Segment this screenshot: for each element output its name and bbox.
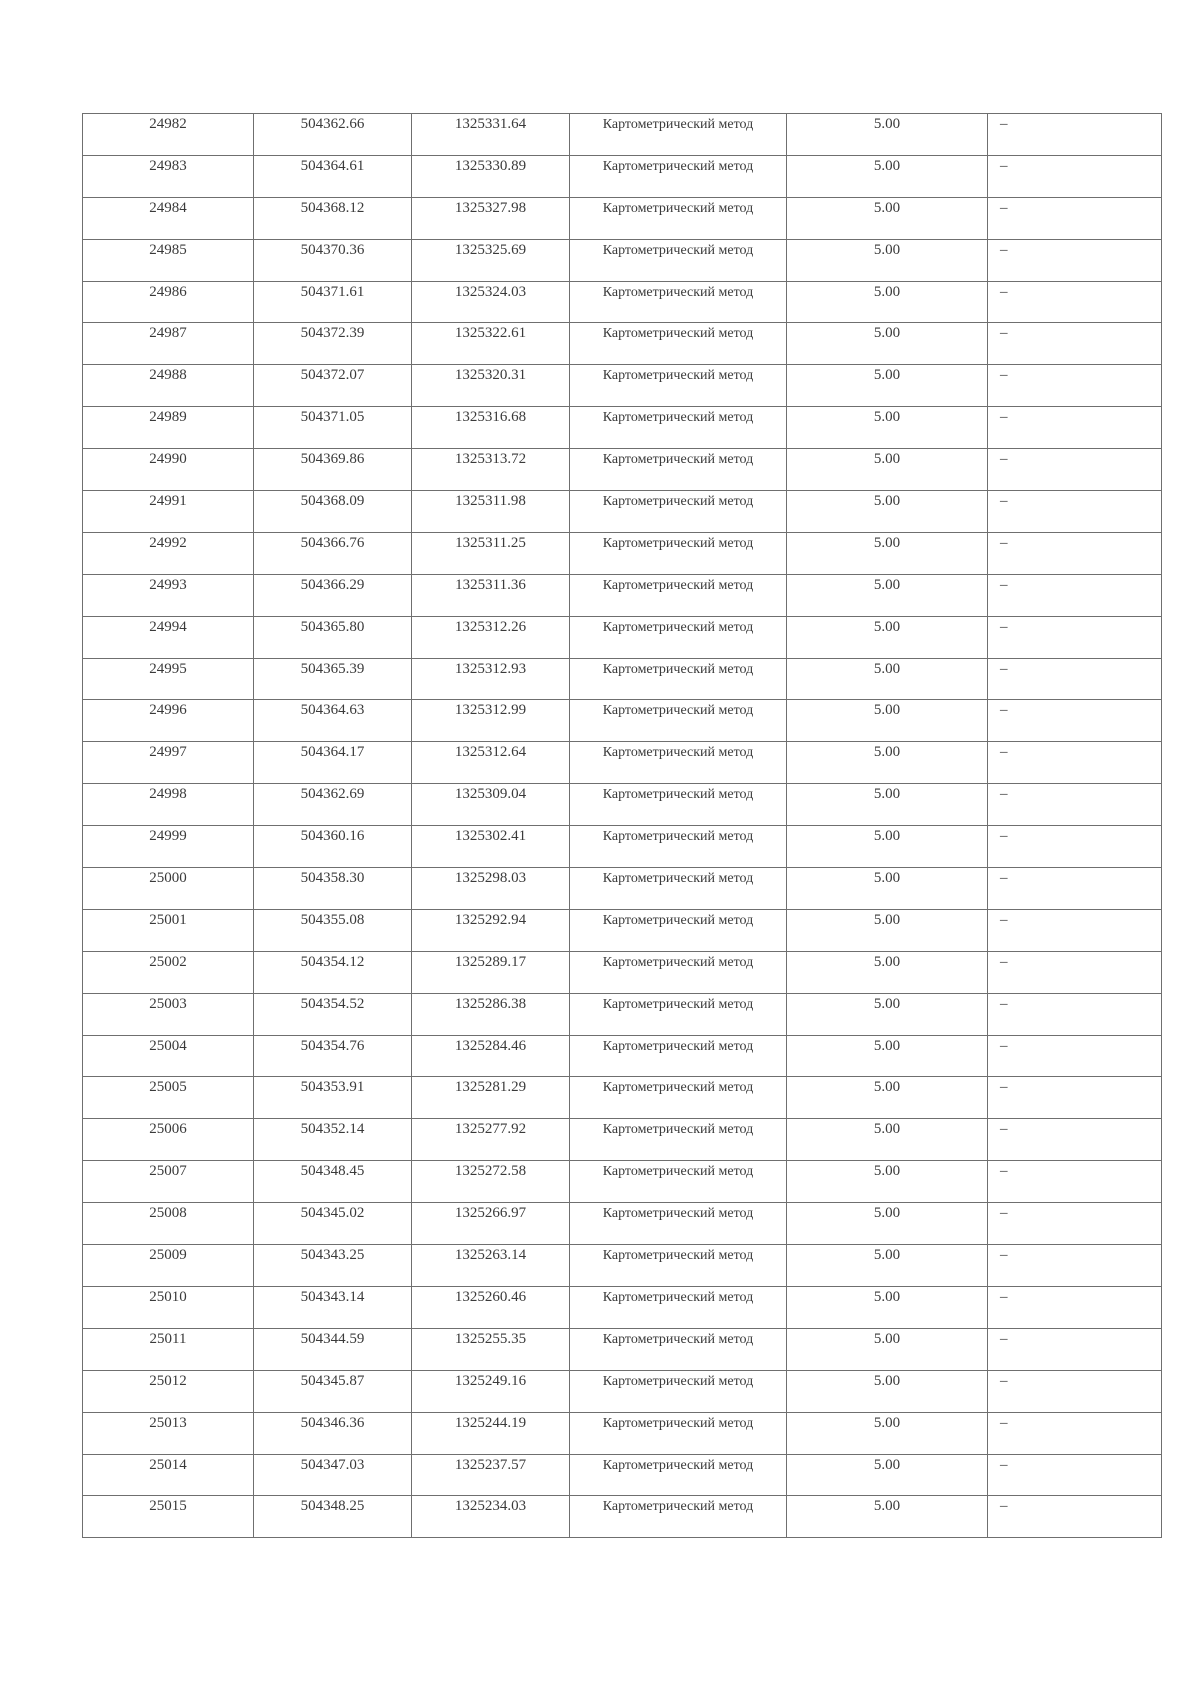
precision-cell: 5.00 bbox=[787, 491, 988, 533]
y-coordinate-cell: 1325330.89 bbox=[412, 155, 570, 197]
precision-cell: 5.00 bbox=[787, 239, 988, 281]
y-coordinate-cell: 1325234.03 bbox=[412, 1496, 570, 1538]
method-cell: Картометрический метод bbox=[570, 574, 787, 616]
method-cell: Картометрический метод bbox=[570, 826, 787, 868]
x-coordinate-cell: 504352.14 bbox=[254, 1119, 412, 1161]
y-coordinate-cell: 1325286.38 bbox=[412, 993, 570, 1035]
table-row bbox=[83, 1328, 1162, 1370]
table-row bbox=[83, 658, 1162, 700]
point-number-cell: 24983 bbox=[83, 155, 254, 197]
y-coordinate-cell: 1325277.92 bbox=[412, 1119, 570, 1161]
y-coordinate-cell: 1325309.04 bbox=[412, 784, 570, 826]
y-coordinate-cell: 1325312.99 bbox=[412, 700, 570, 742]
method-cell: Картометрический метод bbox=[570, 784, 787, 826]
x-coordinate-cell: 504371.61 bbox=[254, 281, 412, 323]
precision-cell: 5.00 bbox=[787, 365, 988, 407]
point-number-cell: 24986 bbox=[83, 281, 254, 323]
x-coordinate-cell: 504360.16 bbox=[254, 826, 412, 868]
y-coordinate-cell: 1325292.94 bbox=[412, 909, 570, 951]
y-coordinate-cell: 1325284.46 bbox=[412, 1035, 570, 1077]
precision-cell: 5.00 bbox=[787, 1496, 988, 1538]
point-number-cell: 25005 bbox=[83, 1077, 254, 1119]
x-coordinate-cell: 504345.87 bbox=[254, 1370, 412, 1412]
method-cell: Картометрический метод bbox=[570, 1412, 787, 1454]
note-cell: – bbox=[988, 700, 1162, 742]
point-number-cell: 24984 bbox=[83, 197, 254, 239]
table-row bbox=[83, 1286, 1162, 1328]
point-number-cell: 25004 bbox=[83, 1035, 254, 1077]
point-number-cell: 24992 bbox=[83, 532, 254, 574]
note-cell: – bbox=[988, 826, 1162, 868]
method-cell: Картометрический метод bbox=[570, 281, 787, 323]
method-cell: Картометрический метод bbox=[570, 1370, 787, 1412]
x-coordinate-cell: 504345.02 bbox=[254, 1203, 412, 1245]
x-coordinate-cell: 504366.76 bbox=[254, 532, 412, 574]
point-number-cell: 25012 bbox=[83, 1370, 254, 1412]
note-cell: – bbox=[988, 742, 1162, 784]
point-number-cell: 24993 bbox=[83, 574, 254, 616]
note-cell: – bbox=[988, 574, 1162, 616]
y-coordinate-cell: 1325311.36 bbox=[412, 574, 570, 616]
x-coordinate-cell: 504371.05 bbox=[254, 407, 412, 449]
method-cell: Картометрический метод bbox=[570, 909, 787, 951]
table-row bbox=[83, 532, 1162, 574]
table-row bbox=[83, 281, 1162, 323]
note-cell: – bbox=[988, 1161, 1162, 1203]
point-number-cell: 24994 bbox=[83, 616, 254, 658]
precision-cell: 5.00 bbox=[787, 868, 988, 910]
x-coordinate-cell: 504365.39 bbox=[254, 658, 412, 700]
note-cell: – bbox=[988, 868, 1162, 910]
point-number-cell: 25014 bbox=[83, 1454, 254, 1496]
x-coordinate-cell: 504354.52 bbox=[254, 993, 412, 1035]
method-cell: Картометрический метод bbox=[570, 1454, 787, 1496]
y-coordinate-cell: 1325320.31 bbox=[412, 365, 570, 407]
method-cell: Картометрический метод bbox=[570, 993, 787, 1035]
table-row bbox=[83, 993, 1162, 1035]
x-coordinate-cell: 504358.30 bbox=[254, 868, 412, 910]
point-number-cell: 25003 bbox=[83, 993, 254, 1035]
method-cell: Картометрический метод bbox=[570, 700, 787, 742]
precision-cell: 5.00 bbox=[787, 323, 988, 365]
y-coordinate-cell: 1325298.03 bbox=[412, 868, 570, 910]
x-coordinate-cell: 504372.39 bbox=[254, 323, 412, 365]
point-number-cell: 24989 bbox=[83, 407, 254, 449]
method-cell: Картометрический метод bbox=[570, 1203, 787, 1245]
y-coordinate-cell: 1325312.93 bbox=[412, 658, 570, 700]
note-cell: – bbox=[988, 239, 1162, 281]
note-cell: – bbox=[988, 1286, 1162, 1328]
coordinates-table-body bbox=[83, 114, 1162, 1538]
table-row bbox=[83, 700, 1162, 742]
table-row bbox=[83, 407, 1162, 449]
table-row bbox=[83, 1161, 1162, 1203]
note-cell: – bbox=[988, 1412, 1162, 1454]
table-row bbox=[83, 1203, 1162, 1245]
method-cell: Картометрический метод bbox=[570, 365, 787, 407]
y-coordinate-cell: 1325260.46 bbox=[412, 1286, 570, 1328]
note-cell: – bbox=[988, 1454, 1162, 1496]
precision-cell: 5.00 bbox=[787, 826, 988, 868]
x-coordinate-cell: 504372.07 bbox=[254, 365, 412, 407]
x-coordinate-cell: 504368.09 bbox=[254, 491, 412, 533]
note-cell: – bbox=[988, 281, 1162, 323]
y-coordinate-cell: 1325327.98 bbox=[412, 197, 570, 239]
x-coordinate-cell: 504353.91 bbox=[254, 1077, 412, 1119]
method-cell: Картометрический метод bbox=[570, 1286, 787, 1328]
point-number-cell: 24996 bbox=[83, 700, 254, 742]
table-row bbox=[83, 951, 1162, 993]
point-number-cell: 24987 bbox=[83, 323, 254, 365]
x-coordinate-cell: 504364.63 bbox=[254, 700, 412, 742]
y-coordinate-cell: 1325316.68 bbox=[412, 407, 570, 449]
point-number-cell: 24999 bbox=[83, 826, 254, 868]
precision-cell: 5.00 bbox=[787, 449, 988, 491]
method-cell: Картометрический метод bbox=[570, 323, 787, 365]
precision-cell: 5.00 bbox=[787, 993, 988, 1035]
precision-cell: 5.00 bbox=[787, 1161, 988, 1203]
point-number-cell: 25010 bbox=[83, 1286, 254, 1328]
table-row bbox=[83, 1119, 1162, 1161]
table-row bbox=[83, 365, 1162, 407]
precision-cell: 5.00 bbox=[787, 1370, 988, 1412]
note-cell: – bbox=[988, 449, 1162, 491]
note-cell: – bbox=[988, 1496, 1162, 1538]
table-row bbox=[83, 197, 1162, 239]
point-number-cell: 24990 bbox=[83, 449, 254, 491]
y-coordinate-cell: 1325324.03 bbox=[412, 281, 570, 323]
point-number-cell: 24982 bbox=[83, 114, 254, 156]
y-coordinate-cell: 1325266.97 bbox=[412, 1203, 570, 1245]
table-row bbox=[83, 1035, 1162, 1077]
x-coordinate-cell: 504366.29 bbox=[254, 574, 412, 616]
y-coordinate-cell: 1325281.29 bbox=[412, 1077, 570, 1119]
precision-cell: 5.00 bbox=[787, 155, 988, 197]
point-number-cell: 24998 bbox=[83, 784, 254, 826]
precision-cell: 5.00 bbox=[787, 742, 988, 784]
point-number-cell: 25007 bbox=[83, 1161, 254, 1203]
precision-cell: 5.00 bbox=[787, 114, 988, 156]
note-cell: – bbox=[988, 491, 1162, 533]
precision-cell: 5.00 bbox=[787, 1077, 988, 1119]
x-coordinate-cell: 504370.36 bbox=[254, 239, 412, 281]
method-cell: Картометрический метод bbox=[570, 1077, 787, 1119]
note-cell: – bbox=[988, 323, 1162, 365]
note-cell: – bbox=[988, 197, 1162, 239]
x-coordinate-cell: 504343.14 bbox=[254, 1286, 412, 1328]
point-number-cell: 25013 bbox=[83, 1412, 254, 1454]
y-coordinate-cell: 1325255.35 bbox=[412, 1328, 570, 1370]
x-coordinate-cell: 504348.25 bbox=[254, 1496, 412, 1538]
point-number-cell: 25009 bbox=[83, 1245, 254, 1287]
table-row bbox=[83, 1496, 1162, 1538]
method-cell: Картометрический метод bbox=[570, 658, 787, 700]
note-cell: – bbox=[988, 365, 1162, 407]
x-coordinate-cell: 504368.12 bbox=[254, 197, 412, 239]
method-cell: Картометрический метод bbox=[570, 951, 787, 993]
x-coordinate-cell: 504365.80 bbox=[254, 616, 412, 658]
table-row bbox=[83, 742, 1162, 784]
table-row bbox=[83, 574, 1162, 616]
table-row bbox=[83, 323, 1162, 365]
precision-cell: 5.00 bbox=[787, 407, 988, 449]
method-cell: Картометрический метод bbox=[570, 1245, 787, 1287]
note-cell: – bbox=[988, 784, 1162, 826]
table-row bbox=[83, 449, 1162, 491]
table-row bbox=[83, 826, 1162, 868]
note-cell: – bbox=[988, 155, 1162, 197]
precision-cell: 5.00 bbox=[787, 1328, 988, 1370]
precision-cell: 5.00 bbox=[787, 616, 988, 658]
note-cell: – bbox=[988, 114, 1162, 156]
table-row bbox=[83, 616, 1162, 658]
method-cell: Картометрический метод bbox=[570, 868, 787, 910]
note-cell: – bbox=[988, 1035, 1162, 1077]
point-number-cell: 25015 bbox=[83, 1496, 254, 1538]
note-cell: – bbox=[988, 909, 1162, 951]
y-coordinate-cell: 1325302.41 bbox=[412, 826, 570, 868]
method-cell: Картометрический метод bbox=[570, 239, 787, 281]
precision-cell: 5.00 bbox=[787, 574, 988, 616]
note-cell: – bbox=[988, 1077, 1162, 1119]
precision-cell: 5.00 bbox=[787, 1203, 988, 1245]
y-coordinate-cell: 1325272.58 bbox=[412, 1161, 570, 1203]
point-number-cell: 24988 bbox=[83, 365, 254, 407]
table-row bbox=[83, 1245, 1162, 1287]
precision-cell: 5.00 bbox=[787, 784, 988, 826]
method-cell: Картометрический метод bbox=[570, 1035, 787, 1077]
y-coordinate-cell: 1325237.57 bbox=[412, 1454, 570, 1496]
y-coordinate-cell: 1325313.72 bbox=[412, 449, 570, 491]
y-coordinate-cell: 1325263.14 bbox=[412, 1245, 570, 1287]
precision-cell: 5.00 bbox=[787, 1286, 988, 1328]
point-number-cell: 25006 bbox=[83, 1119, 254, 1161]
x-coordinate-cell: 504362.66 bbox=[254, 114, 412, 156]
y-coordinate-cell: 1325322.61 bbox=[412, 323, 570, 365]
precision-cell: 5.00 bbox=[787, 197, 988, 239]
x-coordinate-cell: 504344.59 bbox=[254, 1328, 412, 1370]
x-coordinate-cell: 504369.86 bbox=[254, 449, 412, 491]
note-cell: – bbox=[988, 658, 1162, 700]
y-coordinate-cell: 1325311.25 bbox=[412, 532, 570, 574]
method-cell: Картометрический метод bbox=[570, 491, 787, 533]
note-cell: – bbox=[988, 993, 1162, 1035]
y-coordinate-cell: 1325312.26 bbox=[412, 616, 570, 658]
note-cell: – bbox=[988, 1245, 1162, 1287]
note-cell: – bbox=[988, 1370, 1162, 1412]
table-row bbox=[83, 1077, 1162, 1119]
method-cell: Картометрический метод bbox=[570, 616, 787, 658]
method-cell: Картометрический метод bbox=[570, 155, 787, 197]
method-cell: Картометрический метод bbox=[570, 1119, 787, 1161]
method-cell: Картометрический метод bbox=[570, 407, 787, 449]
point-number-cell: 24995 bbox=[83, 658, 254, 700]
point-number-cell: 25011 bbox=[83, 1328, 254, 1370]
note-cell: – bbox=[988, 532, 1162, 574]
x-coordinate-cell: 504364.61 bbox=[254, 155, 412, 197]
point-number-cell: 24985 bbox=[83, 239, 254, 281]
x-coordinate-cell: 504343.25 bbox=[254, 1245, 412, 1287]
table-row bbox=[83, 1370, 1162, 1412]
table-row bbox=[83, 114, 1162, 156]
table-row bbox=[83, 909, 1162, 951]
x-coordinate-cell: 504354.12 bbox=[254, 951, 412, 993]
point-number-cell: 25002 bbox=[83, 951, 254, 993]
method-cell: Картометрический метод bbox=[570, 1496, 787, 1538]
note-cell: – bbox=[988, 1203, 1162, 1245]
precision-cell: 5.00 bbox=[787, 1412, 988, 1454]
point-number-cell: 25000 bbox=[83, 868, 254, 910]
table-row bbox=[83, 491, 1162, 533]
method-cell: Картометрический метод bbox=[570, 742, 787, 784]
precision-cell: 5.00 bbox=[787, 1035, 988, 1077]
point-number-cell: 24991 bbox=[83, 491, 254, 533]
precision-cell: 5.00 bbox=[787, 1245, 988, 1287]
point-number-cell: 25001 bbox=[83, 909, 254, 951]
y-coordinate-cell: 1325249.16 bbox=[412, 1370, 570, 1412]
point-number-cell: 24997 bbox=[83, 742, 254, 784]
y-coordinate-cell: 1325289.17 bbox=[412, 951, 570, 993]
note-cell: – bbox=[988, 951, 1162, 993]
x-coordinate-cell: 504355.08 bbox=[254, 909, 412, 951]
precision-cell: 5.00 bbox=[787, 951, 988, 993]
y-coordinate-cell: 1325244.19 bbox=[412, 1412, 570, 1454]
y-coordinate-cell: 1325312.64 bbox=[412, 742, 570, 784]
table-row bbox=[83, 784, 1162, 826]
precision-cell: 5.00 bbox=[787, 909, 988, 951]
note-cell: – bbox=[988, 407, 1162, 449]
precision-cell: 5.00 bbox=[787, 658, 988, 700]
table-row bbox=[83, 1412, 1162, 1454]
point-number-cell: 25008 bbox=[83, 1203, 254, 1245]
y-coordinate-cell: 1325311.98 bbox=[412, 491, 570, 533]
table-row bbox=[83, 1454, 1162, 1496]
x-coordinate-cell: 504347.03 bbox=[254, 1454, 412, 1496]
method-cell: Картометрический метод bbox=[570, 1161, 787, 1203]
method-cell: Картометрический метод bbox=[570, 197, 787, 239]
precision-cell: 5.00 bbox=[787, 1454, 988, 1496]
x-coordinate-cell: 504354.76 bbox=[254, 1035, 412, 1077]
precision-cell: 5.00 bbox=[787, 281, 988, 323]
method-cell: Картометрический метод bbox=[570, 449, 787, 491]
coordinates-table bbox=[82, 113, 1162, 1538]
method-cell: Картометрический метод bbox=[570, 114, 787, 156]
precision-cell: 5.00 bbox=[787, 1119, 988, 1161]
y-coordinate-cell: 1325331.64 bbox=[412, 114, 570, 156]
x-coordinate-cell: 504348.45 bbox=[254, 1161, 412, 1203]
note-cell: – bbox=[988, 1119, 1162, 1161]
x-coordinate-cell: 504346.36 bbox=[254, 1412, 412, 1454]
note-cell: – bbox=[988, 616, 1162, 658]
method-cell: Картометрический метод bbox=[570, 532, 787, 574]
precision-cell: 5.00 bbox=[787, 532, 988, 574]
note-cell: – bbox=[988, 1328, 1162, 1370]
precision-cell: 5.00 bbox=[787, 700, 988, 742]
table-row bbox=[83, 155, 1162, 197]
table-row bbox=[83, 868, 1162, 910]
x-coordinate-cell: 504362.69 bbox=[254, 784, 412, 826]
x-coordinate-cell: 504364.17 bbox=[254, 742, 412, 784]
table-row bbox=[83, 239, 1162, 281]
method-cell: Картометрический метод bbox=[570, 1328, 787, 1370]
y-coordinate-cell: 1325325.69 bbox=[412, 239, 570, 281]
